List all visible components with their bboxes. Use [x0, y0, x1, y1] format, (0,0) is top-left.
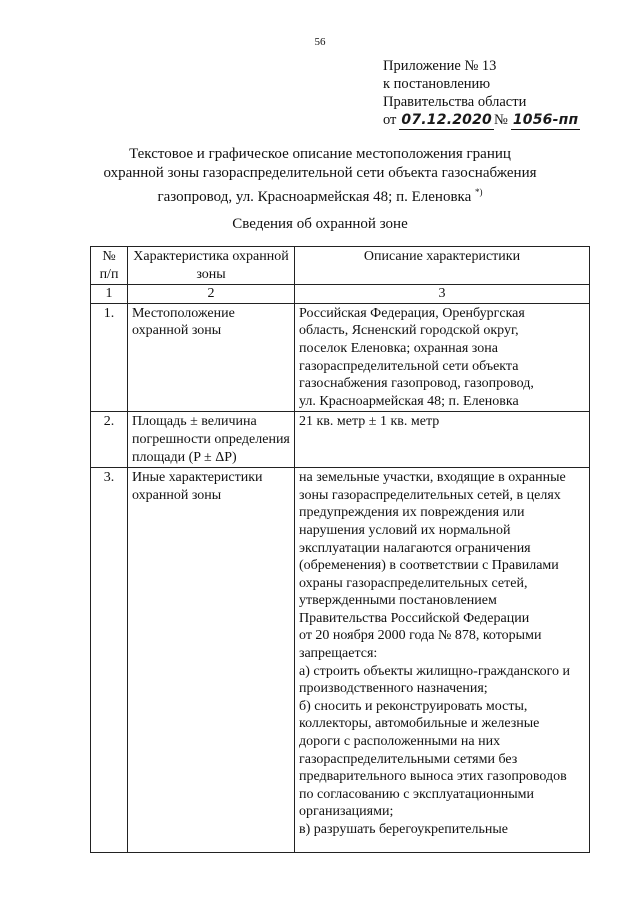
row-characteristic: Местоположение охранной зоны: [128, 303, 295, 412]
description-line: Правительства Российской Федерации: [299, 610, 530, 626]
index-cell: 2: [128, 285, 295, 304]
description-line: эксплуатации налагаются ограничения: [299, 540, 531, 556]
appendix-line-1: Приложение № 13: [383, 58, 497, 74]
description-line: б) сносить и реконструировать мосты,: [299, 698, 528, 714]
number-sign: №: [493, 112, 508, 128]
title-line-1: Текстовое и графическое описание местоположения границ: [129, 146, 511, 162]
section-title: Сведения об охранной зоне: [232, 216, 408, 232]
index-cell: 1: [91, 285, 128, 304]
row-num: 1.: [91, 303, 128, 412]
description-line: ул. Красноармейская 48; п. Еленовка: [299, 393, 519, 409]
description-line: по согласованию с эксплуатационными: [299, 786, 534, 802]
appendix-date-line: [383, 111, 580, 130]
description-line: охраны газораспределительных сетей,: [299, 575, 528, 591]
description-line: (обременения) в соответствии с Правилами: [299, 558, 559, 574]
description-line: область, Ясненский городской округ,: [299, 323, 519, 339]
description-line: поселок Еленовка; охранная зона: [299, 340, 498, 356]
row-num: 2.: [91, 412, 128, 468]
appendix-line-3: Правительства области: [383, 94, 527, 110]
title-line-2: охранной зоны газораспределительной сети объекта газоснабжения: [103, 165, 537, 181]
handwritten-date: 07.12.2020: [401, 112, 492, 128]
title-line-3-text: газопровод, ул. Красноармейская 48; п. Еленовка: [157, 189, 472, 205]
row-description: [295, 303, 590, 412]
description-line: предупреждения их повреждения или: [299, 505, 525, 521]
description-line: нарушения условий их нормальной: [299, 522, 511, 538]
row-characteristic: Иные характеристики охранной зоны: [128, 468, 295, 853]
table-row: [91, 468, 590, 853]
appendix-line-2: к постановлению: [383, 76, 491, 92]
description-line: от 20 ноября 2000 года № 878, которыми: [299, 628, 542, 644]
page-number: 56: [314, 36, 326, 48]
footnote-mark: *): [475, 187, 483, 197]
row-characteristic: Площадь ± величина погрешности определения площади (P ± ΔP): [128, 412, 295, 468]
row-description: [295, 468, 590, 853]
description-line: утвержденными постановлением: [299, 593, 497, 609]
row-description: [295, 412, 590, 468]
title-line-3: [100, 183, 540, 207]
row-num: 3.: [91, 468, 128, 853]
description-line: а) строить объекты жилищно-гражданского и: [299, 663, 570, 679]
table-header-row: [91, 247, 590, 285]
header-characteristic: Характеристика охранной зоны: [128, 247, 295, 285]
description-line: запрещается:: [299, 646, 378, 662]
zone-info-table: [90, 246, 590, 853]
from-label: от: [383, 112, 397, 128]
description-line: коллекторы, автомобильные и железные: [299, 716, 540, 732]
table-row: [91, 303, 590, 412]
index-cell: 3: [295, 285, 590, 304]
description-line: организациями;: [299, 804, 394, 820]
description-line: газораспределительной сети объекта: [299, 358, 519, 374]
description-line: Российская Федерация, Оренбургская: [299, 305, 525, 321]
table-row: [91, 412, 590, 468]
appendix-block: [383, 57, 580, 130]
description-line: газоснабжения газопровод, газопровод,: [299, 376, 534, 392]
document-title: [100, 145, 540, 207]
table-index-row: [91, 285, 590, 304]
header-description: Описание характеристики: [295, 247, 590, 285]
description-line: предварительного выноса этих газопроводов: [299, 769, 567, 785]
description-line: на земельные участки, входящие в охранные: [299, 470, 566, 486]
description-line: зоны газораспределительных сетей, в целях: [299, 487, 561, 503]
header-num: № п/п: [91, 247, 128, 285]
handwritten-number: 1056-пп: [512, 112, 579, 128]
description-line: 21 кв. метр ± 1 кв. метр: [299, 414, 440, 430]
description-line: производственного назначения;: [299, 681, 488, 697]
description-line: дороги с расположенными на них: [299, 734, 501, 750]
description-line: в) разрушать берегоукрепительные: [299, 822, 509, 837]
description-line: газораспределительными сетями без: [299, 751, 518, 767]
